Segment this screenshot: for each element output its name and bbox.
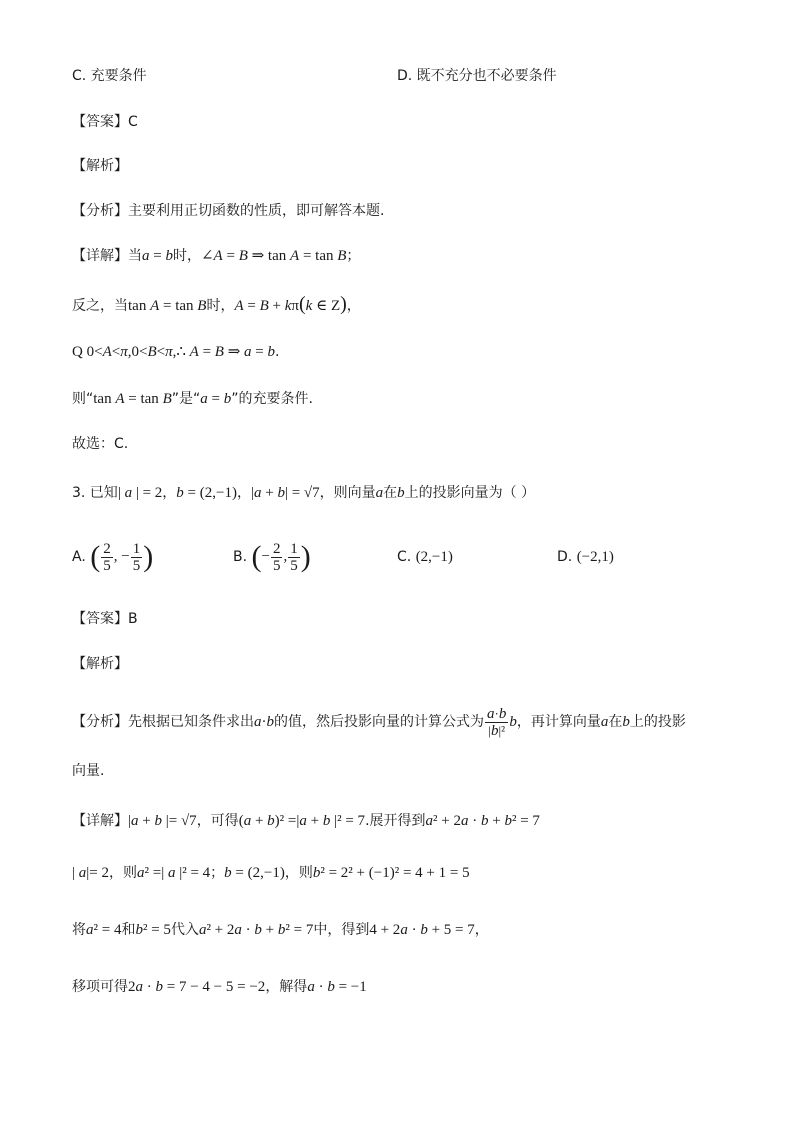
- detail-line-3: Q 0<A<π,0<B<π,∴ A = B ⇒ a = b.: [72, 344, 280, 360]
- detail-line-2: 反之，当tan A = tan B时，A = B + kπ(k ∈ Z)，: [72, 293, 361, 315]
- detail-line-4: 则“tan A = tan B”是“a = b”的充要条件.: [72, 391, 313, 407]
- analysis-label: 【解析】: [72, 158, 128, 174]
- analysis-label-3: 【解析】: [72, 656, 128, 672]
- option-c: C. (2,−1): [397, 549, 453, 565]
- option-c-prev: C. 充要条件: [72, 68, 147, 84]
- detail3-line-1: 【详解】|a + b |= √7，可得(a + b)² =|a + b |² = 7.展开得到a² + 2a · b + b² = 7: [72, 813, 540, 829]
- option-d: D. (−2,1): [557, 549, 614, 565]
- detail3-line-4: 移项可得2a · b = 7 − 4 − 5 = −2，解得a · b = −1: [72, 979, 367, 995]
- option-d-prev: D. 既不充分也不必要条件: [397, 68, 557, 84]
- detail3-line-2: | a|= 2，则a² =| a |² = 4；b = (2,−1)，则b² = 2² + (−1)² = 4 + 1 = 5: [72, 865, 470, 881]
- detail-line-1: 【详解】当a = b时，∠A = B ⇒ tan A = tan B；: [72, 248, 361, 264]
- option-a: A. ( $\frac{2}{5}$ , − $\frac{1}{5}$ ): [72, 540, 154, 574]
- answer-label: 【答案】C: [72, 114, 138, 130]
- option-b: B. (− $\frac{2}{5}$ , $\frac{1}{5}$ ): [233, 540, 311, 574]
- choice-line: 故选：C.: [72, 436, 129, 452]
- detail3-line-3: 将a² = 4和b² = 5代入a² + 2a · b + b² = 7中，得到4 + 2a · b + 5 = 7，: [72, 922, 489, 938]
- question-3-stem: 3. 已知| a | = 2，b = (2,−1)，|a + b| = √7，则向量a在b上的投影向量为（ ）: [72, 485, 536, 501]
- fenxi-text: 【分析】主要利用正切函数的性质，即可解答本题.: [72, 203, 385, 219]
- fenxi-line-3b: 向量.: [72, 763, 105, 779]
- fenxi-line-3: 【分析】先根据已知条件求出a·b的值，然后投影向量的计算公式为 $\frac{a\cdot b}{\text{|b|²}}$ b，再计算向量a在b上的投影: [72, 705, 686, 739]
- answer-label-3: 【答案】B: [72, 611, 138, 627]
